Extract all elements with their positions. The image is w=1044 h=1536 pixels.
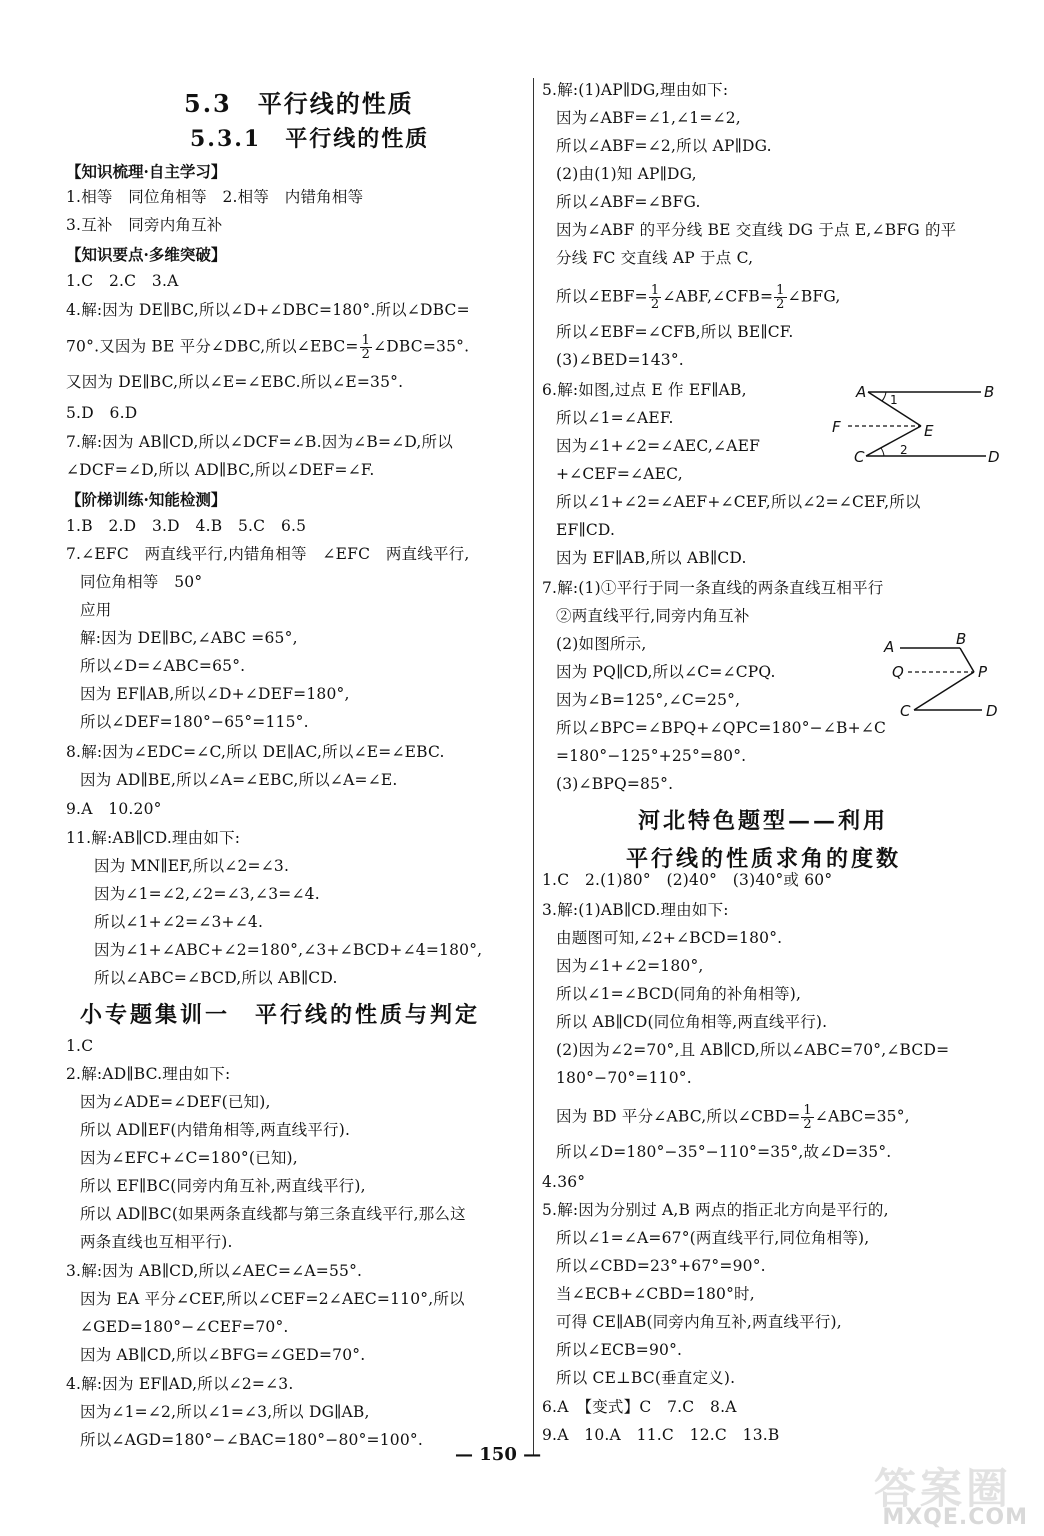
page-number: — 150 — xyxy=(455,1444,542,1465)
fraction xyxy=(649,284,661,311)
text-line: 所以∠CBD=23°+67°=90°. xyxy=(556,1257,766,1275)
fraction-numerator: 1 xyxy=(776,283,785,298)
section-header: 【知识要点·多维突破】 xyxy=(66,245,227,264)
text-line: 所以 AD∥EF(内错角相等,两直线平行). xyxy=(80,1121,351,1139)
text-line: 所以∠AGD=180°−∠BAC=180°−80°=100°. xyxy=(80,1431,423,1449)
label-F: F xyxy=(832,418,841,436)
text-line: 5.解:因为分别过 A,B 两点的指正北方向是平行的, xyxy=(542,1201,889,1219)
text-line: 所以∠EBF=∠CFB,所以 BE∥CF. xyxy=(556,323,794,341)
text-line: (3)∠BED=143°. xyxy=(556,351,684,369)
text-line: 6.解:如图,过点 E 作 EF∥AB, xyxy=(542,381,747,399)
text-line: 所以∠DEF=180°−65°=115°. xyxy=(80,713,309,731)
text-line: 应用 xyxy=(80,601,112,619)
text-line: 所以 CE⊥BC(垂直定义). xyxy=(556,1369,736,1387)
text-line: 所以∠1=∠BCD(同角的补角相等), xyxy=(556,985,802,1003)
heading-line-2: 平行线的性质求角的度数 xyxy=(626,846,902,872)
segment-BP xyxy=(960,648,974,672)
text-line: 所以∠ABC=∠BCD,所以 AB∥CD. xyxy=(94,969,338,987)
text-line xyxy=(66,334,469,361)
section-header: 【知识梳理·自主学习】 xyxy=(66,162,227,181)
text-line: +∠CEF=∠AEC, xyxy=(556,465,683,483)
text-line: 4.解:因为 EF∥AD,所以∠2=∠3. xyxy=(66,1375,294,1393)
text-line: 因为∠B=125°,∠C=25°, xyxy=(556,691,741,709)
text-line: 1.相等 同位角相等 2.相等 内错角相等 xyxy=(66,188,364,206)
text-line: 因为 AB∥CD,所以∠BFG=∠GED=70°. xyxy=(80,1346,366,1364)
text-line: 11.解:AB∥CD.理由如下: xyxy=(66,829,241,847)
text-line: 因为 MN∥EF,所以∠2=∠3. xyxy=(94,857,290,875)
column-divider xyxy=(533,78,534,1456)
text-line: 因为 EA 平分∠CEF,所以∠CEF=2∠AEC=110°,所以 xyxy=(80,1290,465,1308)
subsection-title: 5.3.1 平行线的性质 xyxy=(190,126,430,152)
text-line: 因为∠1+∠2=180°, xyxy=(556,957,704,975)
text-line: 4.36° xyxy=(542,1173,586,1191)
label-A: A xyxy=(856,383,867,401)
text-line: 因为∠ADE=∠DEF(已知), xyxy=(80,1093,271,1111)
label-C: C xyxy=(900,702,911,720)
text-line: 7.解:(1)①平行于同一条直线的两条直线互相平行 xyxy=(542,579,884,597)
text-line: 所以∠D=∠ABC=65°. xyxy=(80,657,246,675)
text-line: 所以 AB∥CD(同位角相等,两直线平行). xyxy=(556,1013,828,1031)
text-line: 因为∠1=∠2,∠2=∠3,∠3=∠4. xyxy=(94,885,320,903)
topic-title: 小专题集训一 平行线的性质与判定 xyxy=(80,1002,481,1028)
text-line: =180°−125°+25°=80°. xyxy=(556,747,747,765)
text-line: (3)∠BPQ=85°. xyxy=(556,775,674,793)
text-line: 9.A 10.A 11.C 12.C 13.B xyxy=(542,1426,780,1444)
watermark-url: MXQE.COM xyxy=(882,1505,1028,1530)
figure-problem-6 xyxy=(826,378,1006,470)
fraction-denominator: 2 xyxy=(803,1117,812,1132)
angle-2-arc xyxy=(881,448,884,456)
text-fragment: 所以∠EBF= xyxy=(556,287,648,306)
text-line: 所以 EF∥BC(同旁内角互补,两直线平行), xyxy=(80,1177,366,1195)
text-line: EF∥CD. xyxy=(556,521,616,539)
label-C: C xyxy=(854,448,865,466)
text-line: 由题图可知,∠2+∠BCD=180°. xyxy=(556,929,783,947)
label-B: B xyxy=(984,383,995,401)
angle-1-arc xyxy=(882,392,886,401)
text-line: ∠DCF=∠D,所以 AD∥BC,所以∠DEF=∠F. xyxy=(66,461,375,479)
text-line: (2)因为∠2=70°,且 AB∥CD,所以∠ABC=70°,∠BCD= xyxy=(556,1041,950,1059)
text-line: 5.解:(1)AP∥DG,理由如下: xyxy=(542,81,729,99)
text-line: 当∠ECB+∠CBD=180°时, xyxy=(556,1285,755,1303)
text-line: (2)如图所示, xyxy=(556,635,647,653)
text-line: 6.A 【变式】C 7.C 8.A xyxy=(542,1398,737,1416)
text-fragment: 因为 BD 平分∠ABC,所以∠CBD= xyxy=(556,1107,801,1126)
label-D: D xyxy=(986,702,998,720)
text-line: 9.A 10.20° xyxy=(66,800,162,818)
label-B: B xyxy=(956,632,967,648)
text-line: 可得 CE∥AB(同旁内角互补,两直线平行), xyxy=(556,1313,842,1331)
text-fragment: ∠ABC=35°, xyxy=(814,1107,910,1126)
text-line: 3.互补 同旁内角互补 xyxy=(66,216,223,234)
text-line: 所以∠BPC=∠BPQ+∠QPC=180°−∠B+∠C xyxy=(556,719,887,737)
text-line: ②两直线平行,同旁内角互补 xyxy=(556,607,750,625)
text-fragment: ∠BFG, xyxy=(787,287,841,306)
text-line: 分线 FC 交直线 AP 于点 C, xyxy=(556,249,754,267)
text-line: 同位角相等 50° xyxy=(80,573,203,591)
text-line: 180°−70°=110°. xyxy=(556,1069,692,1087)
fraction-denominator: 2 xyxy=(361,347,371,362)
watermark-logo-text: 答案圈 xyxy=(874,1464,1013,1513)
text-line: 所以∠1+∠2=∠3+∠4. xyxy=(94,913,264,931)
section-header: 【阶梯训练·知能检测】 xyxy=(66,490,227,509)
text-line: 因为 AD∥BE,所以∠A=∠EBC,所以∠A=∠E. xyxy=(80,771,398,789)
fraction xyxy=(801,1104,813,1131)
text-line: 7.∠EFC 两直线平行,内错角相等 ∠EFC 两直线平行, xyxy=(66,545,470,563)
text-line: 因为∠ABF=∠1,∠1=∠2, xyxy=(556,109,741,127)
text-line: 1.C 2.(1)80° (2)40° (3)40°或 60° xyxy=(542,871,833,889)
fraction xyxy=(774,284,786,311)
text-line: ∠GED=180°−∠CEF=70°. xyxy=(80,1318,289,1336)
fraction xyxy=(360,334,372,361)
text-line xyxy=(556,284,841,311)
text-line: 因为∠EFC+∠C=180°(已知), xyxy=(80,1149,298,1167)
text-line: 2.解:AD∥BC.理由如下: xyxy=(66,1065,231,1083)
text-line xyxy=(556,1104,910,1131)
label-P: P xyxy=(978,663,988,681)
text-line: 两条直线也互相平行). xyxy=(80,1233,233,1251)
text-line: 7.解:因为 AB∥CD,所以∠DCF=∠B.因为∠B=∠D,所以 xyxy=(66,433,453,451)
text-line: 5.D 6.D xyxy=(66,404,138,422)
fraction-numerator: 1 xyxy=(361,333,371,348)
text-line: 1.B 2.D 3.D 4.B 5.C 6.5 xyxy=(66,517,307,535)
text-line: 所以∠ECB=90°. xyxy=(556,1341,683,1359)
text-line: (2)由(1)知 AP∥DG, xyxy=(556,165,697,183)
text-fragment: ∠ABF,∠CFB= xyxy=(662,287,774,306)
heading-line-1: 河北特色题型——利用 xyxy=(638,808,889,834)
text-line: 因为∠1+∠2=∠AEC,∠AEF xyxy=(556,437,761,455)
fraction-denominator: 2 xyxy=(776,297,785,312)
text-line: 3.解:因为 AB∥CD,所以∠AEC=∠A=55°. xyxy=(66,1262,363,1280)
text-line: 解:因为 DE∥BC,∠ABC =65°, xyxy=(80,629,298,647)
text-line: 所以 AD∥BC(如果两条直线都与第三条直线平行,那么这 xyxy=(80,1205,466,1223)
text-line: 因为∠ABF 的平分线 BE 交直线 DG 于点 E,∠BFG 的平 xyxy=(556,221,957,239)
fraction-numerator: 1 xyxy=(650,283,660,298)
label-A: A xyxy=(884,638,895,656)
text-line: 又因为 DE∥BC,所以∠E=∠EBC.所以∠E=35°. xyxy=(66,373,404,391)
text-line: 因为 PQ∥CD,所以∠C=∠CPQ. xyxy=(556,663,776,681)
segment-CE xyxy=(866,426,921,456)
text-line: 因为∠1+∠ABC+∠2=180°,∠3+∠BCD+∠4=180°, xyxy=(94,941,483,959)
text-line: 因为∠1=∠2,所以∠1=∠3,所以 DG∥AB, xyxy=(80,1403,370,1421)
text-line: 4.解:因为 DE∥BC,所以∠D+∠DBC=180°.所以∠DBC= xyxy=(66,301,470,319)
figure-problem-7 xyxy=(880,632,1010,724)
text-line: 所以∠D=180°−35°−110°=35°,故∠D=35°. xyxy=(556,1143,892,1161)
watermark xyxy=(868,1456,1038,1534)
text-line: 3.解:(1)AB∥CD.理由如下: xyxy=(542,901,729,919)
text-line: 1.C xyxy=(66,1037,94,1055)
fraction-denominator: 2 xyxy=(650,297,660,312)
label-angle-1: 1 xyxy=(890,393,898,407)
fraction-numerator: 1 xyxy=(803,1103,812,1118)
text-fragment: 70°.又因为 BE 平分∠DBC,所以∠EBC= xyxy=(66,337,359,356)
text-line: 因为 EF∥AB,所以 AB∥CD. xyxy=(556,549,747,567)
text-fragment: ∠DBC=35°. xyxy=(373,337,470,356)
text-line: 所以∠ABF=∠2,所以 AP∥DG. xyxy=(556,137,772,155)
label-D: D xyxy=(988,448,1000,466)
text-line: 所以∠ABF=∠BFG. xyxy=(556,193,701,211)
label-Q: Q xyxy=(892,663,904,681)
text-line: 所以∠1+∠2=∠AEF+∠CEF,所以∠2=∠CEF,所以 xyxy=(556,493,921,511)
label-angle-2: 2 xyxy=(900,443,908,457)
text-line: 1.C 2.C 3.A xyxy=(66,272,179,290)
text-line: 8.解:因为∠EDC=∠C,所以 DE∥AC,所以∠E=∠EBC. xyxy=(66,743,445,761)
label-E: E xyxy=(924,422,934,440)
section-title: 5.3 平行线的性质 xyxy=(184,89,414,118)
text-line: 所以∠1=∠A=67°(两直线平行,同位角相等), xyxy=(556,1229,870,1247)
text-line: 所以∠1=∠AEF. xyxy=(556,409,674,427)
segment-PC xyxy=(914,672,974,710)
text-line: 因为 EF∥AB,所以∠D+∠DEF=180°, xyxy=(80,685,350,703)
